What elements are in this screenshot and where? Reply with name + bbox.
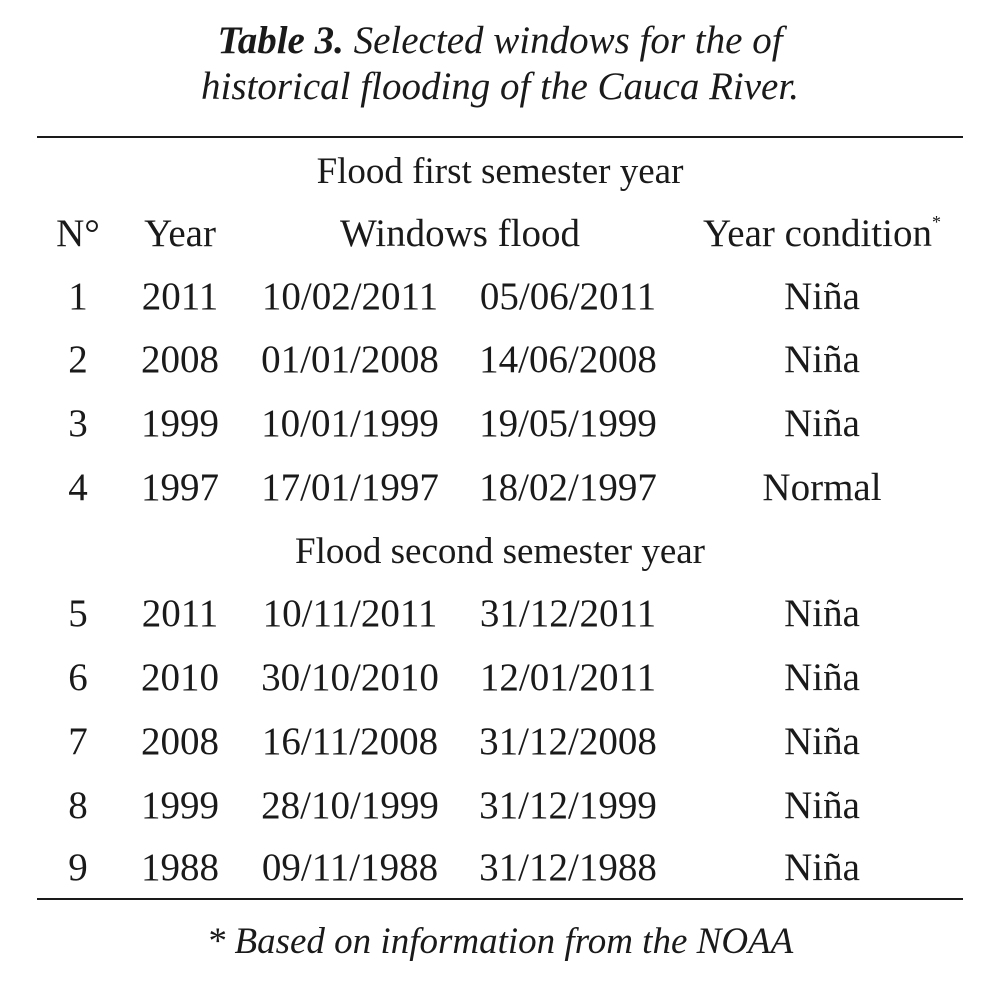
cell-start: 10/01/1999 xyxy=(261,402,439,445)
cell-condition: Niña xyxy=(784,784,860,827)
section-heading-first: Flood first semester year xyxy=(316,151,684,192)
footnote-marker: * xyxy=(931,212,941,232)
table-row xyxy=(0,844,1000,892)
cell-year: 1988 xyxy=(141,846,219,889)
cell-end: 12/01/2011 xyxy=(479,656,657,699)
table-row xyxy=(0,782,1000,830)
cell-year: 2010 xyxy=(141,656,219,699)
cell-year: 2011 xyxy=(141,275,219,318)
cell-year: 1999 xyxy=(141,402,219,445)
header-windows-flood: Windows flood xyxy=(340,212,580,255)
header-year-condition xyxy=(702,210,942,258)
cell-condition: Niña xyxy=(784,338,860,381)
top-rule xyxy=(37,136,963,138)
footnote: * Based on information from the NOAA xyxy=(206,921,794,962)
section-heading-second: Flood second semester year xyxy=(295,531,705,572)
cell-end: 31/12/2008 xyxy=(479,720,657,763)
table-row xyxy=(0,273,1000,321)
cell-year: 2011 xyxy=(141,592,219,635)
table-label: Table 3. xyxy=(217,19,344,62)
table-caption-line-2: historical flooding of the Cauca River. xyxy=(201,65,799,108)
cell-no: 4 xyxy=(68,466,88,509)
cell-end: 19/05/1999 xyxy=(479,402,657,445)
header-row xyxy=(0,210,1000,258)
cell-year: 2008 xyxy=(141,720,219,763)
cell-start: 16/11/2008 xyxy=(261,720,439,763)
cell-condition: Niña xyxy=(784,275,860,318)
cell-end: 31/12/1988 xyxy=(479,846,657,889)
cell-start: 01/01/2008 xyxy=(261,338,439,381)
cell-start: 28/10/1999 xyxy=(261,784,439,827)
cell-no: 9 xyxy=(68,846,88,889)
header-year: Year xyxy=(144,212,216,255)
cell-no: 8 xyxy=(68,784,88,827)
cell-year: 1999 xyxy=(141,784,219,827)
cell-year: 2008 xyxy=(141,338,219,381)
table-row xyxy=(0,590,1000,638)
table-row xyxy=(0,718,1000,766)
cell-condition: Normal xyxy=(762,466,882,509)
header-condition-text: Year condition xyxy=(703,212,932,255)
cell-end: 14/06/2008 xyxy=(479,338,657,381)
cell-no: 3 xyxy=(68,402,88,445)
cell-start: 10/02/2011 xyxy=(261,275,439,318)
table-row xyxy=(0,400,1000,448)
table-caption xyxy=(0,18,1000,64)
caption-line-1: Selected windows for the of xyxy=(353,19,783,62)
cell-no: 7 xyxy=(68,720,88,763)
cell-no: 2 xyxy=(68,338,88,381)
cell-year: 1997 xyxy=(141,466,219,509)
cell-start: 10/11/2011 xyxy=(262,592,438,635)
cell-condition: Niña xyxy=(784,720,860,763)
cell-no: 5 xyxy=(68,592,88,635)
cell-start: 09/11/1988 xyxy=(261,846,439,889)
cell-end: 18/02/1997 xyxy=(479,466,657,509)
cell-end: 31/12/1999 xyxy=(479,784,657,827)
cell-no: 6 xyxy=(68,656,88,699)
cell-no: 1 xyxy=(68,275,88,318)
cell-condition: Niña xyxy=(784,402,860,445)
cell-condition: Niña xyxy=(784,846,860,889)
cell-end: 31/12/2011 xyxy=(479,592,657,635)
cell-start: 30/10/2010 xyxy=(261,656,439,699)
cell-condition: Niña xyxy=(784,592,860,635)
cell-start: 17/01/1997 xyxy=(261,466,439,509)
cell-end: 05/06/2011 xyxy=(479,275,657,318)
bottom-rule xyxy=(37,898,963,900)
header-no: N° xyxy=(56,212,100,255)
cell-condition: Niña xyxy=(784,656,860,699)
table-row xyxy=(0,336,1000,384)
table-row xyxy=(0,464,1000,512)
table-row xyxy=(0,654,1000,702)
